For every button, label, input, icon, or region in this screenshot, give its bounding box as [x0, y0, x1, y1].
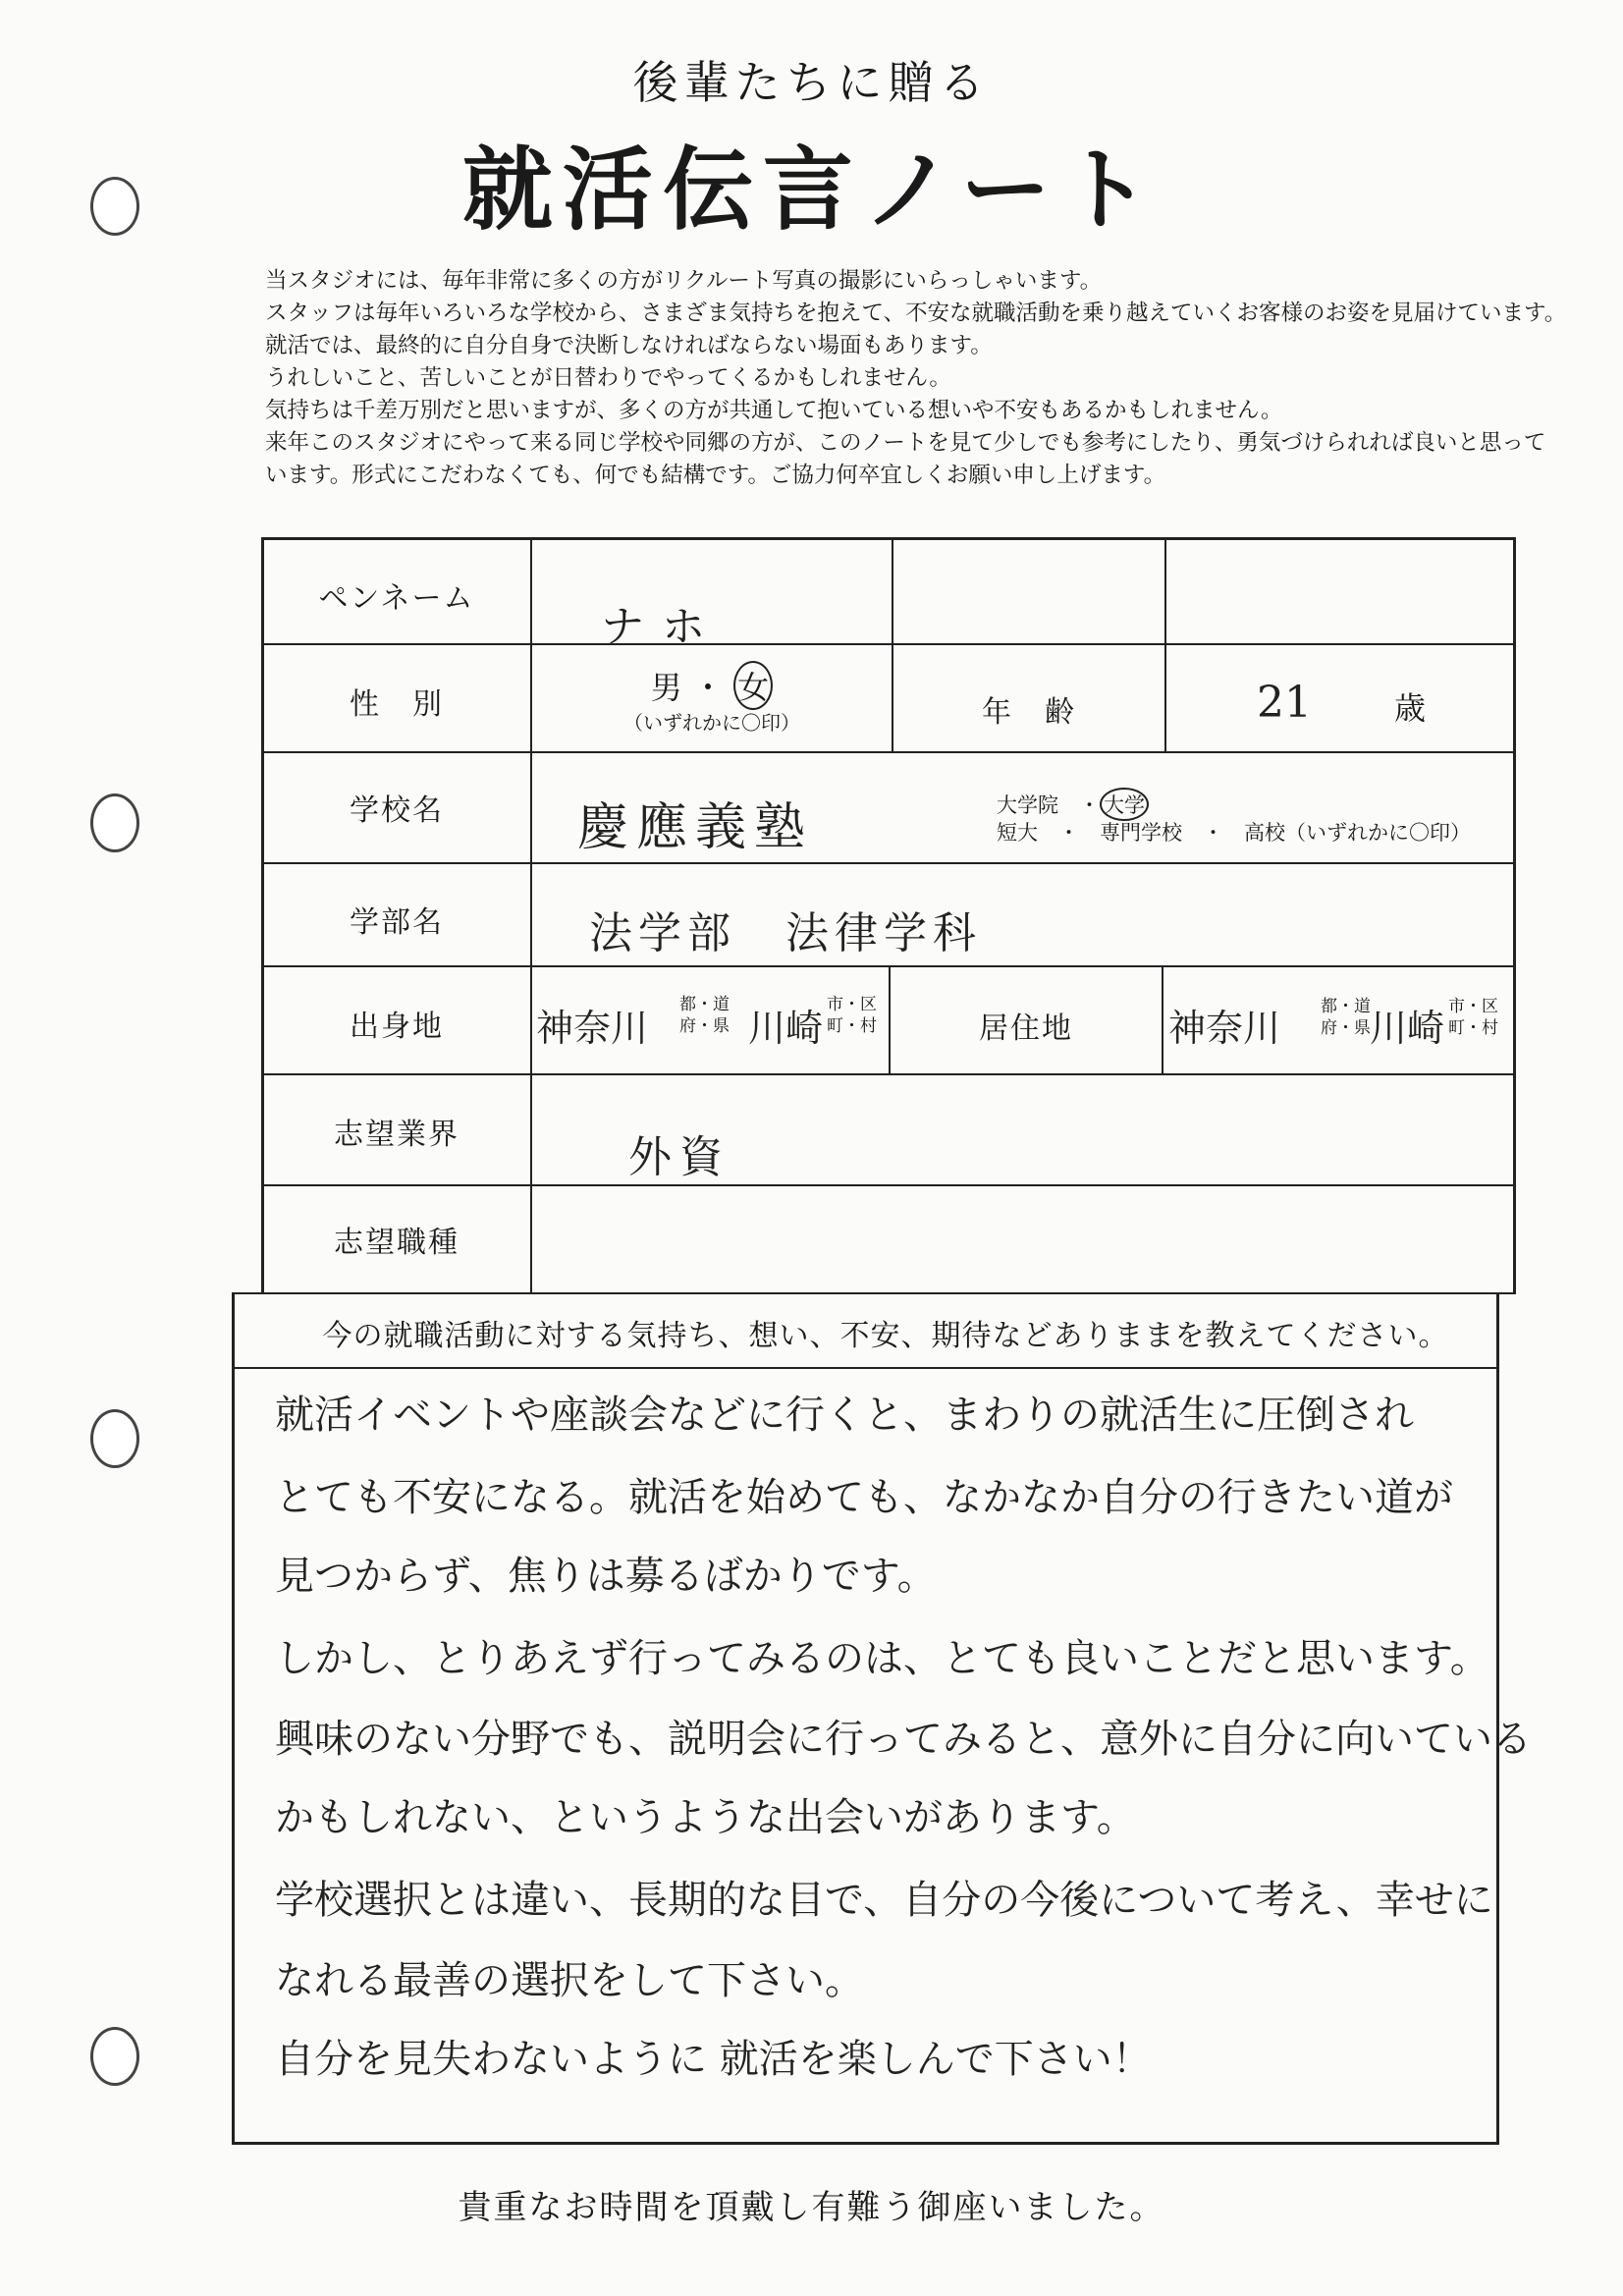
- page-subtitle: 後輩たちに贈る: [632, 56, 991, 109]
- gender-separator: ・: [691, 669, 724, 706]
- residence-pref-value[interactable]: 神奈川: [1168, 1007, 1281, 1050]
- intro-line: うれしいこと、苦しいことが日替わりでやってくるかもしれません。: [265, 365, 951, 391]
- gender-label: 性 別: [350, 687, 444, 722]
- job-label: 志望職種: [334, 1226, 460, 1260]
- school-type-grad[interactable]: 大学院 ・: [997, 793, 1100, 817]
- page-title: 就活伝言ノート: [461, 137, 1162, 243]
- binder-hole: [90, 2027, 139, 2086]
- message-line: しかし、とりあえず行ってみるのは、とても良いことだと思います。: [275, 1636, 1489, 1681]
- age-label: 年 齢: [982, 695, 1076, 730]
- binder-hole: [90, 1409, 139, 1468]
- intro-text: [265, 265, 1600, 492]
- intro-line: スタッフは毎年いろいろな学校から、さまざま気持ちを抱えて、不安な就職活動を乗り越えていくお客様のお姿を見届けています。: [265, 301, 1567, 326]
- age-unit: 歳: [1394, 689, 1427, 727]
- message-line: なれる最善の選択をして下さい。: [275, 1958, 864, 2003]
- school-label: 学校名: [350, 793, 444, 828]
- school-type-line2[interactable]: 短大 ・ 専門学校 ・ 高校（いずれかに〇印）: [997, 821, 1471, 845]
- age-value[interactable]: 21: [1257, 678, 1312, 728]
- school-type-line1: [997, 788, 1149, 821]
- pref-suffix: 都・道 府・県: [1321, 997, 1371, 1038]
- hometown-pref-value[interactable]: 神奈川: [536, 1007, 649, 1050]
- message-line: 見つからず、焦りは募るばかりです。: [275, 1554, 937, 1599]
- intro-line: います。形式にこだわなくても、何でも結構です。ご協力何卒宜しくお願い申し上げます。: [265, 463, 1166, 488]
- gender-male[interactable]: 男: [650, 669, 682, 706]
- faculty-value[interactable]: 法学部 法律学科: [589, 908, 982, 958]
- city-suffix: 市・区 町・村: [827, 995, 877, 1036]
- pref-suffix: 都・道 府・県: [679, 995, 730, 1036]
- message-prompt: 今の就職活動に対する気持ち、想い、不安、期待などありままを教えてください。: [322, 1319, 1449, 1353]
- message-line: かもしれない、というような出会いがあります。: [275, 1795, 1136, 1840]
- binder-hole: [90, 793, 139, 852]
- school-type-university-circled[interactable]: 大学: [1100, 788, 1149, 821]
- message-line: とても不安になる。就活を始めても、なかなか自分の行きたい道が: [275, 1475, 1453, 1520]
- city-suffix: 市・区 町・村: [1448, 997, 1498, 1038]
- penname-label: ペンネーム: [318, 581, 475, 616]
- gender-choice[interactable]: [532, 661, 892, 710]
- residence-label: 居住地: [979, 1011, 1073, 1046]
- residence-city-value[interactable]: 川崎: [1370, 1007, 1445, 1050]
- industry-label: 志望業界: [334, 1118, 460, 1152]
- intro-line: 就活では、最終的に自分自身で決断しなければならない場面もあります。: [265, 333, 993, 358]
- message-line: 就活イベントや座談会などに行くと、まわりの就活生に圧倒され: [275, 1393, 1414, 1438]
- message-line: 学校選択とは違い、長期的な目で、自分の今後について考え、幸せに: [275, 1878, 1493, 1923]
- industry-value[interactable]: 外資: [628, 1132, 730, 1182]
- message-line: 興味のない分野でも、説明会に行ってみると、意外に自分に向いている: [275, 1717, 1532, 1762]
- school-value[interactable]: 慶應義塾: [577, 798, 814, 857]
- intro-line: 来年このスタジオにやって来る同じ学校や同郷の方が、このノートを見て少しでも参考にしたり、勇気づけられれば良いと思って: [265, 430, 1546, 456]
- hometown-city-value[interactable]: 川崎: [748, 1007, 824, 1050]
- gender-female-circled[interactable]: 女: [733, 661, 773, 710]
- intro-line: 当スタジオには、毎年非常に多くの方がリクルート写真の撮影にいらっしゃいます。: [265, 268, 1103, 294]
- message-line: 自分を見失わないように 就活を楽しんで下さい！: [275, 2037, 1152, 2082]
- gender-note: （いずれかに〇印）: [623, 711, 800, 735]
- penname-value[interactable]: ナホ: [601, 602, 723, 652]
- intro-line: 気持ちは千差万別だと思いますが、多くの方が共通して抱いている想いや不安もあるかもしれません。: [265, 398, 1283, 423]
- faculty-label: 学部名: [350, 905, 444, 940]
- hometown-label: 出身地: [350, 1010, 444, 1044]
- closing-text: 貴重なお時間を頂戴し有難う御座いました。: [458, 2188, 1165, 2227]
